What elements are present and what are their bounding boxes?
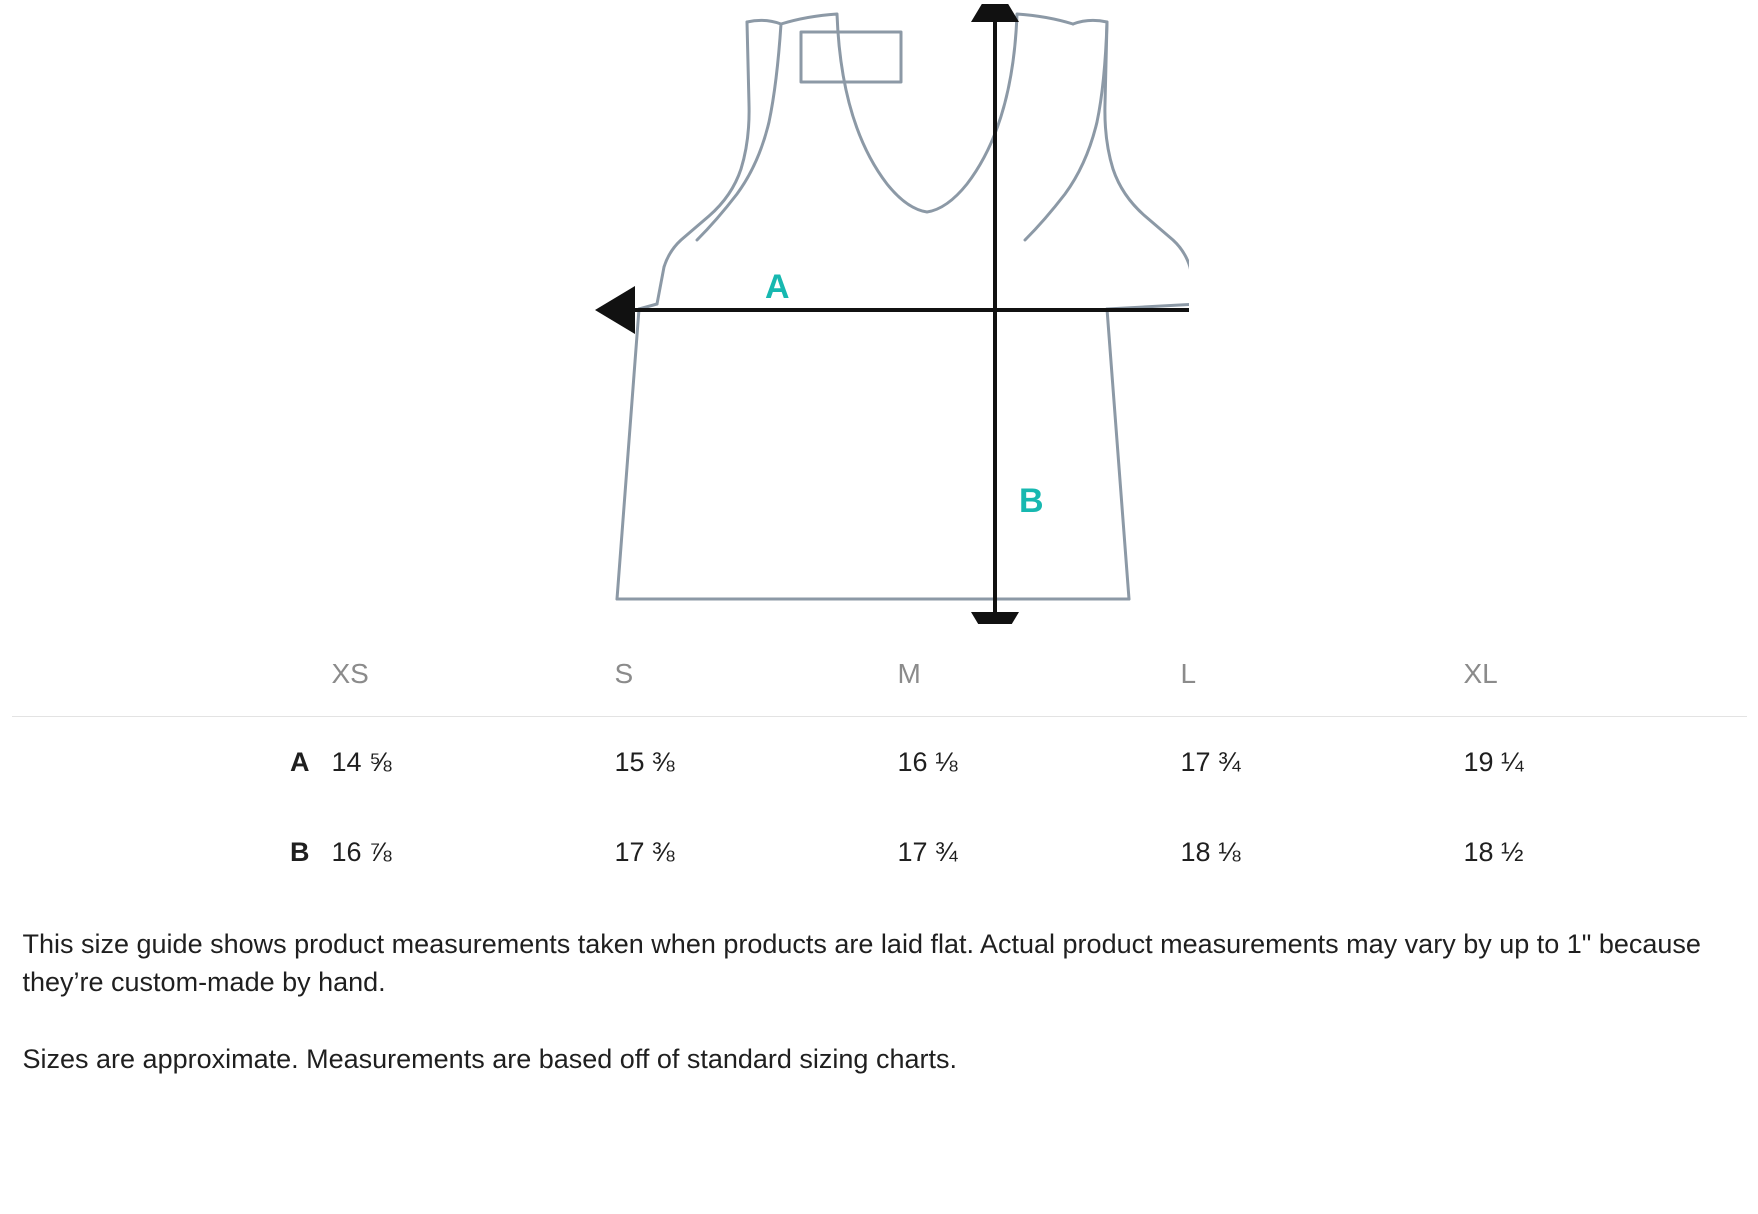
- garment-right-strap-inner: [1025, 20, 1107, 240]
- cell-a-m: 16 ⅛: [897, 746, 958, 777]
- tank-top-illustration: [569, 4, 1189, 624]
- row-key-a: A: [290, 746, 310, 777]
- header-row-label: [12, 640, 332, 717]
- cell-a-xs: 14 ⅝: [331, 746, 392, 777]
- garment-left-outer: [657, 22, 749, 304]
- cell-b-xl: 18 ½: [1463, 836, 1524, 867]
- table-row: [12, 807, 1747, 897]
- header-size-m: M: [897, 658, 921, 689]
- garment-left-strap-inner: [697, 20, 781, 240]
- cell-b-xs: 16 ⅞: [331, 836, 392, 867]
- garment-right-outer: [1105, 22, 1189, 304]
- garment-neck-label: [801, 32, 901, 82]
- cell-a-s: 15 ⅜: [614, 746, 675, 777]
- header-size-xl: XL: [1463, 658, 1498, 689]
- header-size-xs: XS: [331, 658, 369, 689]
- table-header-row: [12, 640, 1747, 717]
- garment-neckline: [781, 14, 1073, 212]
- cell-b-m: 17 ¾: [897, 836, 958, 867]
- cell-a-xl: 19 ¼: [1463, 746, 1524, 777]
- header-size-l: L: [1180, 658, 1197, 689]
- diagram-label-b: B: [1019, 482, 1044, 520]
- garment-right-side: [1107, 309, 1129, 599]
- garment-left-side: [617, 309, 639, 599]
- table-row: [12, 717, 1747, 808]
- size-guide-notes: [23, 925, 1736, 1078]
- note-paragraph-2: Sizes are approximate. Measurements are based off of standard sizing charts.: [22, 1043, 957, 1074]
- diagram-label-a: A: [765, 268, 790, 306]
- cell-a-l: 17 ¾: [1180, 746, 1241, 777]
- size-measurements-table: [12, 640, 1747, 897]
- header-size-s: S: [614, 658, 634, 689]
- table-body: [12, 717, 1747, 898]
- cell-b-l: 18 ⅛: [1180, 836, 1241, 867]
- table-header: [12, 640, 1747, 717]
- cell-b-s: 17 ⅜: [614, 836, 675, 867]
- note-paragraph-1: This size guide shows product measurements taken when products are laid flat. Actual product measurements may vary by up to 1" because they’re custom-made by hand.: [22, 929, 1701, 998]
- row-key-b: B: [290, 836, 310, 867]
